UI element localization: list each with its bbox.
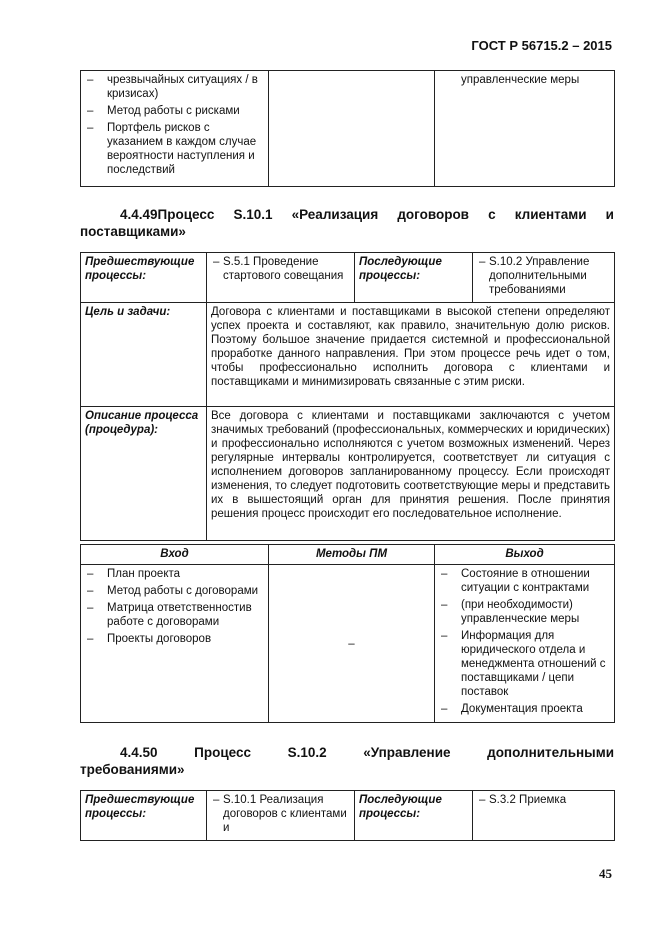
predecessors-label: Предшествующие процессы: bbox=[81, 253, 207, 303]
list-item: – Метод работы с рисками bbox=[85, 104, 264, 118]
column-header-output: Выход bbox=[435, 545, 615, 565]
predecessors-list bbox=[211, 793, 350, 835]
predecessors-cell bbox=[207, 791, 355, 841]
column-header-input: Вход bbox=[81, 545, 269, 565]
continuation-left-cell bbox=[81, 71, 269, 187]
outputs-list bbox=[439, 567, 610, 716]
continuation-left-list bbox=[85, 73, 264, 177]
list-item: – S.3.2 Приемка bbox=[477, 793, 610, 807]
goal-text: Договора с клиентами и поставщиками в высокой степени определяют успех проекта и составляют, как правило, значительную долю рисков. Поэтому большое значение придается системной и профессиональной проработке данного направления. При этом процессе речь идет о том, чтобы профессионально исполнить договора с клиентами и поставщиками и минимизировать связанные с этим риски. bbox=[207, 303, 615, 407]
list-item: – чрезвычайных ситуациях / в кризисах) bbox=[85, 73, 264, 101]
process-table-4450 bbox=[80, 790, 615, 841]
goal-label: Цель и задачи: bbox=[81, 303, 207, 407]
list-item: – Состояние в отношении ситуации с контрактами bbox=[439, 567, 610, 595]
list-item: – Метод работы с договорами bbox=[85, 584, 264, 598]
predecessors-cell bbox=[207, 253, 355, 303]
column-header-methods: Методы ПМ bbox=[269, 545, 435, 565]
successors-cell bbox=[473, 253, 615, 303]
methods-cell: – bbox=[269, 565, 435, 723]
heading-line-2: поставщиками» bbox=[80, 224, 186, 239]
successors-list bbox=[477, 255, 610, 297]
heading-line-1: 4.4.50 Процесс S.10.2 «Управление дополнительными bbox=[120, 745, 614, 760]
section-heading-4449 bbox=[80, 206, 614, 240]
section-heading-4450 bbox=[80, 744, 614, 778]
list-item: – Информация для юридического отдела и менеджмента отношений с поставщиками / цепи поставок bbox=[439, 629, 610, 699]
continuation-table bbox=[80, 70, 615, 187]
successors-label: Последующие процессы: bbox=[355, 791, 473, 841]
list-item: – S.10.2 Управление дополнительными требованиями bbox=[477, 255, 610, 297]
predecessors-list bbox=[211, 255, 350, 283]
list-item: – S.5.1 Проведение стартового совещания bbox=[211, 255, 350, 283]
list-item: – Портфель рисков с указанием в каждом случае вероятности наступления и последствий bbox=[85, 121, 264, 177]
list-item: – Документация проекта bbox=[439, 702, 610, 716]
standard-header: ГОСТ Р 56715.2 – 2015 bbox=[471, 38, 612, 53]
continuation-right-text: управленческие меры bbox=[461, 74, 580, 86]
successors-label: Последующие процессы: bbox=[355, 253, 473, 303]
inputs-cell bbox=[81, 565, 269, 723]
list-item: – Матрица ответственностив работе с договорами bbox=[85, 601, 264, 629]
list-item: – (при необходимости) управленческие меры bbox=[439, 598, 610, 626]
successors-cell bbox=[473, 791, 615, 841]
description-text: Все договора с клиентами и поставщиками заключаются с учетом значимых требований (профессиональных, коммерческих и юридических) и профессионально исполняются с учетом возможных изменений. Через регулярные интервалы контролируется, соответствует ли ситуация с исполнением договоров запланированному процессу. Если происходят изменения, то следует подготовить соответствующие меры и представить их в вышестоящий орган для принятия решения. После принятия решения процесс происходит его последовательное исполнение. bbox=[207, 407, 615, 541]
continuation-middle-cell bbox=[269, 71, 435, 187]
heading-line-2: требованиями» bbox=[80, 762, 185, 777]
list-item: – S.10.1 Реализация договоров с клиентами и bbox=[211, 793, 350, 835]
description-label: Описание процесса (процедура): bbox=[81, 407, 207, 541]
page-number: 45 bbox=[599, 866, 612, 881]
io-table-4449 bbox=[80, 544, 615, 723]
inputs-list bbox=[85, 567, 264, 646]
predecessors-label: Предшествующие процессы: bbox=[81, 791, 207, 841]
heading-line-1: 4.4.49Процесс S.10.1 «Реализация договоров с клиентами и bbox=[120, 207, 614, 222]
list-item: – Проекты договоров bbox=[85, 632, 264, 646]
list-item: – План проекта bbox=[85, 567, 264, 581]
outputs-cell bbox=[435, 565, 615, 723]
continuation-right-cell bbox=[435, 71, 615, 187]
successors-list bbox=[477, 793, 610, 807]
process-table-4449 bbox=[80, 252, 615, 541]
